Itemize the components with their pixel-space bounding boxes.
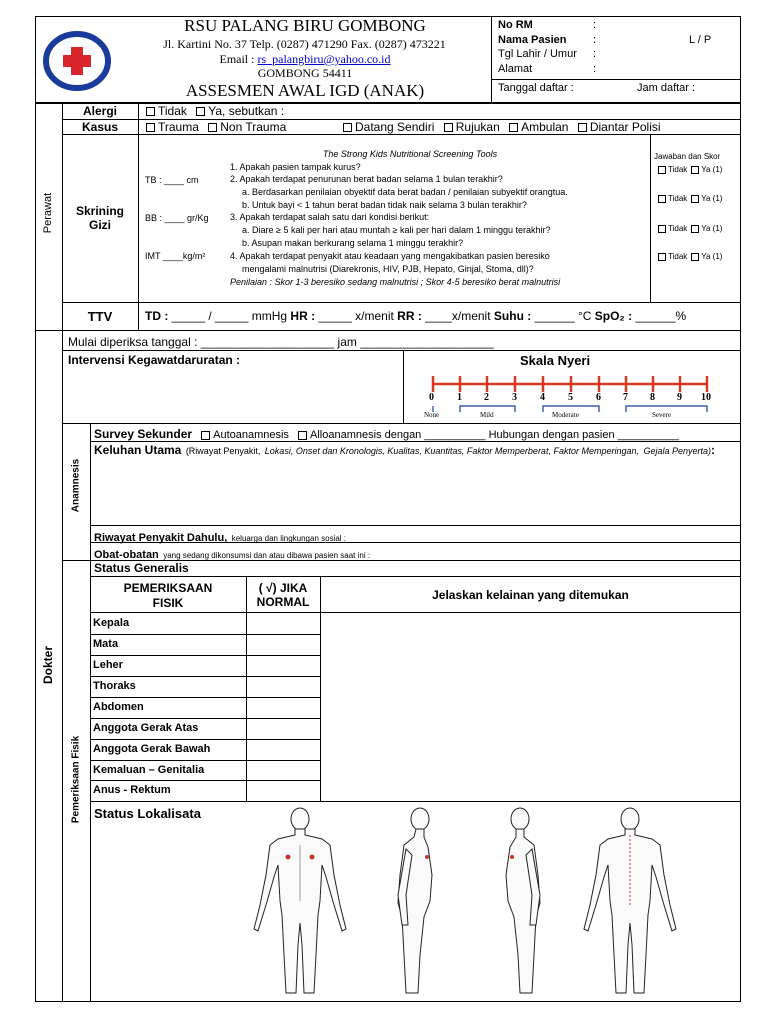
autoanamnesis-checkbox[interactable]: [201, 431, 210, 440]
col-jelaskan-kelainan: Jelaskan kelainan yang ditemukan: [432, 588, 629, 602]
anamnesis-side-label: Anamnesis: [70, 458, 82, 513]
mulai-diperiksa[interactable]: Mulai diperiksa tanggal : ____________________ jam ____________________: [68, 335, 494, 349]
alloanamnesis-checkbox[interactable]: [298, 431, 307, 440]
q1-tidak-checkbox[interactable]: [658, 166, 666, 174]
hospital-email-line: Email : rs_palangbiru@yahoo.co.id: [219, 52, 391, 66]
table-row: Kemaluan – Genitalia: [93, 764, 205, 776]
table-row: Anggota Gerak Bawah: [93, 743, 211, 755]
tb-field[interactable]: TB : ____ cm: [145, 175, 199, 185]
body-side-figure-2: [506, 808, 540, 993]
table-row: Abdomen: [93, 701, 144, 713]
kedatangan-options: Datang Sendiri Rujukan Ambulan Diantar Polisi: [337, 120, 661, 134]
q1-ya-checkbox[interactable]: [691, 166, 699, 174]
table-row: Leher: [93, 659, 123, 671]
pain-scale-categories: None Mild Moderate Severe: [424, 411, 672, 419]
diantar-polisi-checkbox[interactable]: [578, 123, 587, 132]
alergi-label: Alergi: [82, 104, 117, 118]
ttv-label: TTV: [87, 309, 113, 324]
tgl-lahir-label: Tgl Lahir / Umur: [498, 48, 577, 60]
trauma-checkbox[interactable]: [146, 123, 155, 132]
table-row: Kepala: [93, 617, 130, 629]
penilaian-text: Penilaian : Skor 1-3 beresiko sedang malnutrisi ; Skor 4-5 beresiko berat malnutrisi: [230, 277, 561, 287]
answer-row-1: Tidak Ya (1): [654, 165, 722, 174]
skrining-label: Skrining: [75, 204, 124, 218]
alamat-label: Alamat: [498, 63, 533, 75]
body-diagram[interactable]: [220, 805, 710, 1000]
gizi-label: Gizi: [88, 218, 111, 232]
imt-field[interactable]: IMT ____kg/m²: [145, 251, 206, 261]
status-lokalisata-label: Status Lokalisata: [94, 806, 201, 821]
question-2a: a. Berdasarkan penilaian obyektif data berat badan / penilaian subyektif orangtua.: [242, 187, 568, 197]
q2-ya-checkbox[interactable]: [691, 195, 699, 203]
question-3b: b. Asupan makan berkurang selama 1 minggu terakhir?: [242, 238, 464, 248]
question-3a: a. Diare ≥ 5 kali per hari atau muntah ≥ kali per hari dalam 1 minggu terakhir?: [242, 225, 551, 235]
table-row: Mata: [93, 638, 119, 650]
alergi-options: Tidak Ya, sebutkan :: [140, 104, 284, 118]
non-trauma-checkbox[interactable]: [208, 123, 217, 132]
intervensi-label: Intervensi Kegawatdaruratan :: [68, 353, 241, 367]
question-2b: b. Untuk bayi < 1 tahun berat badan tidak naik selama 3 bulan terakhir?: [242, 200, 527, 210]
col-pemeriksaan-fisik: PEMERIKSAAN FISIK: [123, 581, 213, 610]
q2-tidak-checkbox[interactable]: [658, 195, 666, 203]
hospital-city: GOMBONG 54411: [257, 66, 353, 80]
strong-kids-title: The Strong Kids Nutritional Screening Tools: [322, 149, 498, 159]
answer-row-4: Tidak Ya (1): [654, 252, 722, 261]
table-row: Anggota Gerak Atas: [93, 722, 199, 734]
ttv-fields[interactable]: TD : _____ / _____ mmHg HR : _____ x/menit RR : ____x/menit Suhu : ______ °C SpO₂ : ______%: [145, 309, 687, 323]
body-side-figure: [398, 808, 432, 993]
table-row: Anus - Rektum: [93, 784, 171, 796]
answer-row-2: Tidak Ya (1): [654, 194, 722, 203]
form-title: ASSESMEN AWAL IGD (ANAK): [185, 81, 425, 100]
pain-scale-numbers: 0 1 2 3 4 5 6 7 8 9 10: [429, 392, 711, 403]
obat-obatan[interactable]: Obat-obatan yang sedang dikonsumsi dan atau dibawa pasien saat ini :: [94, 549, 371, 561]
status-generalis-label: Status Generalis: [94, 561, 189, 575]
body-front-figure: [254, 808, 346, 993]
col-jika-normal: ( √) JIKA NORMAL: [256, 581, 310, 609]
q3-tidak-checkbox[interactable]: [658, 225, 666, 233]
hospital-name: RSU PALANG BIRU GOMBONG: [184, 16, 426, 35]
nama-pasien-label: Nama Pasien: [498, 34, 567, 46]
keluhan-utama[interactable]: Keluhan Utama (Riwayat Penyakit, Lokasi, Onset dan Kronologis, Kualitas, Kuantitas, Faktor Memperberat, Faktor Memperingan, Gejala Penyerta):: [94, 443, 715, 457]
hospital-logo: [42, 30, 112, 92]
question-4b: mengalami malnutrisi (Diarekronis, HIV, PJB, Hepato, Ginjal, Stoma, dll)?: [242, 264, 534, 274]
jam-daftar-label: Jam daftar :: [637, 82, 696, 94]
body-back-figure: [584, 808, 676, 993]
q3-ya-checkbox[interactable]: [691, 225, 699, 233]
gender-field[interactable]: L / P: [689, 34, 712, 46]
hospital-address: Jl. Kartini No. 37 Telp. (0287) 471290 Fax. (0287) 473221: [163, 37, 446, 51]
hospital-email[interactable]: rs_palangbiru@yahoo.co.id: [257, 52, 391, 66]
ambulan-checkbox[interactable]: [509, 123, 518, 132]
rujukan-checkbox[interactable]: [444, 123, 453, 132]
question-2: 2. Apakah terdapat penurunan berat badan selama 1 bulan terakhir?: [230, 174, 503, 184]
question-4: 4. Apakah terdapat penyakit atau keadaan yang mengakibatkan pasien beresiko: [230, 251, 550, 261]
skala-nyeri-title: Skala Nyeri: [520, 353, 591, 368]
table-row: Thoraks: [93, 680, 136, 692]
datang-sendiri-checkbox[interactable]: [343, 123, 352, 132]
dokter-side-label: Dokter: [41, 646, 55, 685]
answer-row-3: Tidak Ya (1): [654, 224, 722, 233]
riwayat-penyakit-dahulu[interactable]: Riwayat Penyakit Dahulu, keluarga dan lingkungan sosial :: [94, 532, 347, 544]
alergi-tidak-checkbox[interactable]: [146, 107, 155, 116]
no-rm-label: No RM: [498, 19, 533, 31]
alergi-ya-checkbox[interactable]: [196, 107, 205, 116]
perawat-side-label: Perawat: [42, 192, 54, 234]
pemeriksaan-fisik-side-label: Pemeriksaan Fisik: [70, 735, 82, 824]
survey-sekunder-row: Survey Sekunder Autoanamnesis Alloanamnesis dengan __________ Hubungan dengan pasien __________: [94, 427, 679, 441]
kasus-options: Trauma Non Trauma: [140, 120, 286, 134]
bb-field[interactable]: BB : ____ gr/Kg: [145, 213, 209, 223]
jawaban-header: Jawaban dan Skor: [654, 152, 721, 161]
kasus-label: Kasus: [81, 120, 119, 134]
q4-tidak-checkbox[interactable]: [658, 253, 666, 261]
tanggal-daftar-label: Tanggal daftar :: [498, 82, 574, 94]
question-3: 3. Apakah terdapat salah satu dari kondisi berikut:: [230, 212, 430, 222]
question-1: 1. Apakah pasien tampak kurus?: [230, 162, 361, 172]
q4-ya-checkbox[interactable]: [691, 253, 699, 261]
